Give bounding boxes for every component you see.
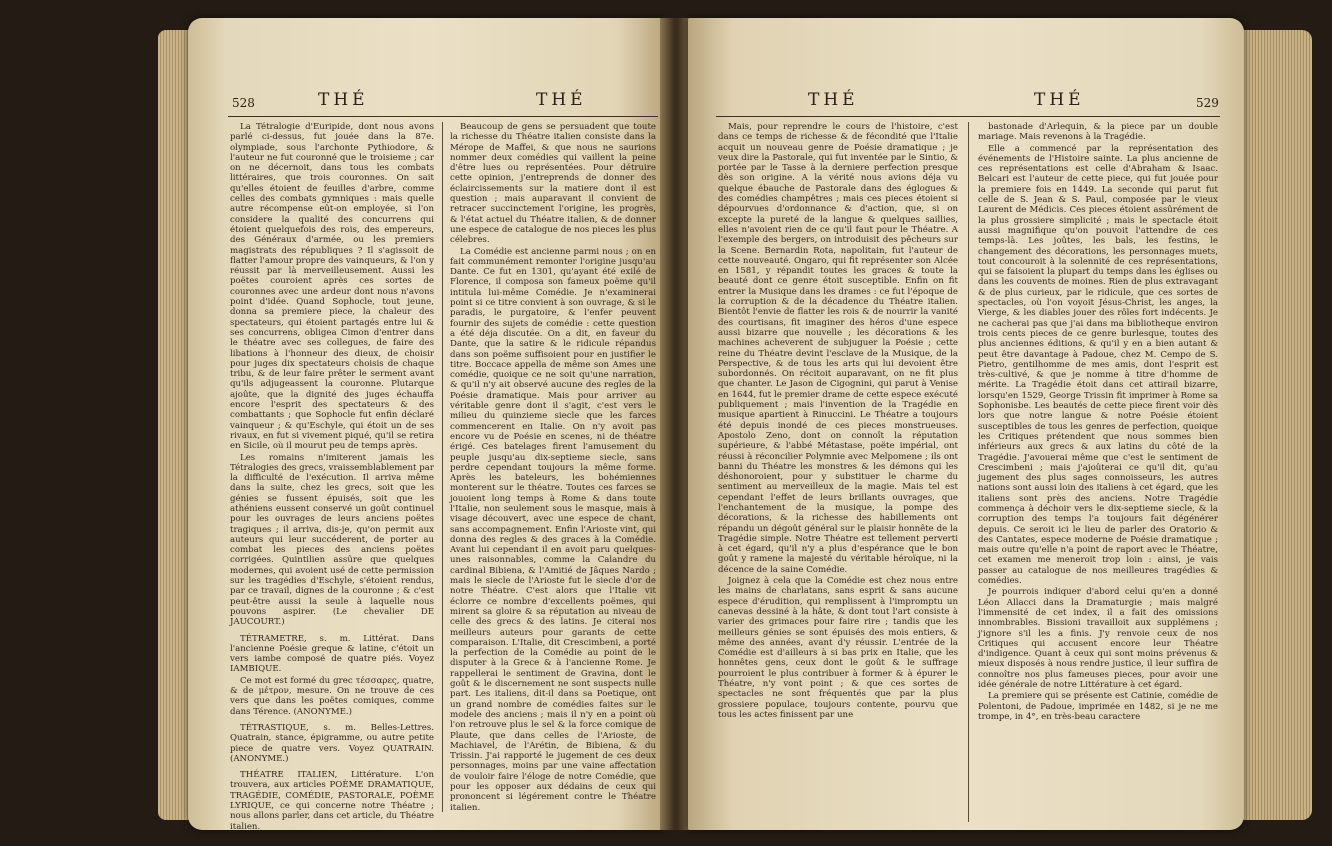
paragraph: La Comédie est ancienne parmi nous ; on en fait communément remonter l'origine jusqu'au Dante. Ce fut en 1301, qu'ayant été exilé de Florence, il composa son fameux poëme qu'il intitula lui-même Comédie. Je n'examinerai point si ce titre convient à son ouvrage, & si le paradis, le purgatoire, & l'enfer peuvent fournir des sujets de comédie : cette question a été déja discutée. On a dit, en faveur du Dante, que la satire & le ridicule répandus dans son poëme suffisoient pour en justifier le titre. Boccace appella de même son Ames une comédie, quoique ce ne soit qu'une narration, & qu'il n'y ait observé aucune des regles de la Poésie dramatique. Mais pour arriver au véritable genre dont il s'agit, c'est vers le milieu du quinzieme siecle que les farces commencerent en Italie. On n'y avoit pas encore vu de Poésie en scenes, ni de théatre érigé. Ces batelages firent l'amusement du peuple jusqu'au dix-septieme siecle, sans perdre cependant toujours la même forme. Après les bateleurs, les bohémiennes monterent sur le théatre. Toutes ces farces se jouoient long temps à Rome & dans toute l'Italie, non seulement sous le masque, mais à visage découvert, avec une espece de chant, sans accompagnement. Enfin l'Arioste vint, qui donna des regles & des graces à la Comédie. Avant lui cependant il en avoit paru quelques-unes raisonnables, comme la Calandre du cardinal Bibiena, & l'Amitié de Jâques Nardo ; mais le siecle de l'Arioste fut le siecle d'or de notre Théatre. C'est alors que l'Italie vit éclorre ce nombre d'excellents poëmes, qui mirent sa gloire & sa réputation au niveau de celle des grecs & des latins. Je citerai nos meilleurs auteurs pour garants de cette comparaison. L'Italie, dit Crescimbeni, a porté la perfection de la Comédie au point de le disputer à la Grece & à l'ancienne Rome. Je rappellerai le sentiment de Gravina, dont le goût & le discernement ne sont suspects nulle part. Les italiens, dit-il dans sa Poetique, ont un grand nombre de comédies faites sur le modele des anciens ; mais il n'y en a point où l'on retrouve plus le sel & la force comique de Plaute, que dans celles de l'Arioste, de Machiavel, de l'Arétin, de Bibiena, & du Trissin. J'ai rapporté le jugement de ces deux personnages, moins par une vaine affectation de vouloir faire l'éloge de notre Comédie, que pour les opposer aux dédains de ceux qui prononcent si légérement contre le Théatre italien. — [450, 246, 656, 813]
entry-theatre-italien: THÉATRE ITALIEN, Littérature. L'on trouvera, aux articles POÈME DRAMATIQUE, TRAGÉDIE, COMÉDIE, PASTORALE, POÈME LYRIQUE, ce qui concerne notre Théatre ; nous allons parler, dans cet article, du Théatre italien. — [230, 770, 434, 832]
running-head: THÉ — [1034, 90, 1085, 110]
text-column-2 — [450, 122, 656, 812]
running-head: THÉ — [318, 90, 369, 110]
book-spread — [8, 10, 1324, 840]
paragraph: Ce mot est formé du grec τέσσαρες, quatre, & de μέτρον, mesure. On ne trouve de ces vers que dans les poëtes comiques, comme dans Térence. (ANONYME.) — [230, 675, 434, 717]
right-page — [688, 18, 1244, 830]
text-column-2 — [978, 122, 1218, 822]
paragraph: bastonade d'Arlequin, & la piece par un double mariage. Mais revenons à la Tragédie. — [978, 122, 1218, 143]
paragraph: Joignez à cela que la Comédie est chez nous entre les mains de charlatans, sans esprit & sans aucune espece d'érudition, qui remplissent à l'impromptu un canevas dessiné à la hâte, & dont tout l'art consiste à varier des grimaces pour faire rire ; tandis que les meilleurs génies se sont épuisés des mois entiers, & même des années, avant d'y réussir. L'entrée de la Comédie est d'ailleurs à si bas prix en Italie, que les honnêtes gens, ceux dont le goût & le suffrage pourroient le plus contribuer à former & à épurer le Théatre, n'y vont point ; & que ces sortes de spectacles ne sont fréquentés que par la plus grossiere populace, toujours contente, pourvu que tous les actes finissent par une — [718, 576, 958, 720]
paragraph: Elle a commencé par la représentation des événements de l'Histoire sainte. La plus ancienne de ces représentations est celle d'Abraham & Isaac. Belcari est l'auteur de cette piece, qui fut jouée pour la premiere fois en 1449. La seconde qui parut fut celle de S. Jean & S. Paul, composée par le vieux Laurent de Médicis. Ces pieces étoient assûrément de la plus grossiere simplicité ; mais le spectacle étoit aussi magnifique qu'on pouvoit l'attendre de ces temps-là. Les joûtes, les bals, les festins, le changement des décorations, les personnages muets, tout concouroit à la solennité de ces représentations, qui se faisoient la plupart du temps dans les églises ou dans les couvents de moines. Rien de plus extravagant & de plus curieux, par le ridicule, que ces sortes de spectacles, où l'on voyoit Jésus-Christ, les anges, la Vierge, & les diables jouer des rôles fort indécents. Je ne cacherai pas que j'ai dans ma bibliotheque environ trois cents pieces de ce genre burlesque, toutes des plus anciennes éditions, & qu'il y en a bien autant & peut être davantage à Padoue, chez M. Cempo de S. Pietro, gentilhomme de mes amis, dont l'esprit est très-cultivé, & que je nomme à titre d'homme de mérite. La Tragédie étoit dans cet attirail bizarre, lorsqu'en 1529, George Trissin fit imprimer à Rome sa Sophonisbe. Les beautés de cette piece firent voir dès lors que notre langue & notre Poésie étoient susceptibles de tous les genres de perfection, quoique les Critiques prétendent que nous sommes bien inférieurs aux grecs & aux latins du côté de la Tragédie. J'avouerai même que c'est le sentiment de Crescimbeni ; mais j'ajoûterai ce qu'il dit, qu'au jugement des plus sages connoisseurs, les autres nations sont aussi loin des italiens à cet égard, que les italiens sont près des anciens. Notre Tragédie commença à déchoir vers le dix-septieme siecle, & la corruption des temps l'a toujours fait dégénérer depuis. Ce seroit ici le lieu de parler des Oratorio & des Cantates, espece moderne de Poésie dramatique ; mais outre qu'elle n'a point de raport avec le Théatre, cet examen me meneroit trop loin : ainsi, je vais passer au catalogue de nos meilleures tragédies & comédies. — [978, 143, 1218, 587]
header-rule — [228, 116, 658, 117]
entry-tetrastique: TÉTRASTIQUE, s. m. Belles-Lettres. Quatrain, stance, épigramme, ou autre petite piece de quatre vers. Voyez QUATRAIN. (ANONYME.) — [230, 722, 434, 764]
column-rule — [968, 122, 969, 822]
page-number: 529 — [1196, 96, 1219, 110]
paragraph: Mais, pour reprendre le cours de l'histoire, c'est dans ce temps de richesse & de fécondité que l'Italie acquit un nouveau genre de Poésie dramatique ; je veux dire la Pastorale, qui fut inventée par le Sintio, & portée par le Tasse à la derniere perfection presque dès son origine. A la vérité nous avions déja vu quelque ébauche de Pastorale dans des églogues & des comédies champêtres ; mais ces pieces étoient si dépourvues d'ordonnance & d'action, que, si on excepte la pureté de la langue & quelques saillies, elles n'avoient rien de ce qu'il faut pour le Théatre. A l'exemple des bergers, on introduisit des pêcheurs sur la Scene. Bernardin Rota, napolitain, fut l'auteur de cette nouveauté. Ongaro, qui fit représenter son Alcée en 1581, y répandit toutes les graces & toute la beauté dont ce genre étoit susceptible. Enfin on fit entrer la Musique dans les drames : ce fut l'époque de la corruption & de la décadence du Théatre italien. Bientôt l'envie de flatter les rois & de nourrir la vanité des courtisans, fit imaginer des héros d'une espece aussi bizarre que nouvelle ; les décorations & les machines acheverent de subjuguer la Poésie ; cette reine du Théatre devint l'esclave de la Musique, de la Perspective, & de tous les arts qui lui devoient être subordonnés. On récitoit auparavant, on ne fit plus que chanter. Le Jason de Cigognini, qui parut à Venise en 1644, fut le premier drame de cette espece exécuté publiquement ; mais l'invention de la Tragédie en musique apartient à Rinuccini. Le Théatre a toujours été depuis inondé de ces pieces monstrueuses. Apostolo Zeno, dont on connoît la réputation supérieure, & l'abbé Métastase, poëte impérial, ont réussi à réconcilier Polymnie avec Melpomene ; ils ont banni du Théatre les monstres & les démons qui les déshonoroient, pour y substituer le charme du sentiment au merveilleux de la magie. Mais tel est cependant l'effet de leurs brillants ouvrages, que l'enchantement de la musique, la pompe des décorations, & la richesse des habillements ont répandu un dégoût général sur le plaisir honnête de la Tragédie simple. Notre Théatre est tellement perverti à cet égard, qu'il n'y a plus d'espérance que le bon goût y ramene la majesté du véritable héroïque, ni la décence de la saine Comédie. — [718, 122, 958, 575]
paragraph: Les romains n'imiterent jamais les Tétralogies des grecs, vraissemblablement par la difficulté de l'exécution. Il arriva même dans la suite, chez les grecs, soit que les génies se fussent épuisés, soit que les athéniens eussent conservé un goût continuel pour les ouvrages de leurs anciens poëtes tragiques ; il arriva, dis-je, qu'on permit aux auteurs qui leur succéderent, de porter au combat les pieces des anciens poëtes corrigées. Quintilien assûre que quelques modernes, qui avoient usé de cette permission sur les tragédies d'Eschyle, s'étoient rendus, par ce travail, dignes de la couronne ; & c'est peut-être aussi la seule à laquelle nous pouvons aspirer. (Le chevalier DE JAUCOURT.) — [230, 452, 434, 628]
page-number: 528 — [232, 96, 255, 110]
running-head: THÉ — [536, 90, 587, 110]
header-rule — [716, 116, 1220, 117]
paragraph: La premiere qui se présente est Catinie, comédie de Polentoni, de Padoue, imprimée en 1482, si je ne me trompe, in 4°, en très-beau caractere — [978, 691, 1218, 722]
page-edges-right — [1238, 30, 1312, 820]
text-column-1 — [230, 122, 434, 832]
running-head: THÉ — [808, 90, 859, 110]
left-page — [188, 18, 664, 830]
paragraph: La Tétralogie d'Euripide, dont nous avons parlé ci-dessus, fut jouée dans la 87e. olympiade, sous l'archonte Pythiodore, & l'auteur ne fut couronné que le troisieme ; car on ne décernoit, dans tous les combats littéraires, que trois couronnes. On sait qu'elles étoient de feuilles d'arbre, comme celles des combats gymniques : mais quelle autre récompense eût-on employée, si l'on considere la qualité des concurrens qui étoient quelquefois des rois, des empereurs, des Généraux d'armée, ou les premiers magistrats des républiques ? Il s'agissoit de flatter l'amour propre des vainqueurs, & l'on y réussit par là merveilleusement. Aussi les poëtes couroient après ces sortes de couronnes avec une ardeur dont nous n'avons point d'idée. Quand Sophocle, tout jeune, donna sa premiere piece, la chaleur des spectateurs, qui étoient partagés entre lui & ses concurrens, obligea Cimon d'entrer dans le théatre avec ses collegues, de faire des libations à l'honneur des dieux, de choisir pour juges dix spectateurs choisis de chaque tribu, & de leur faire prêter le serment avant qu'ils adjugeassent la couronne. Plutarque ajoûte, que la dignité des juges échauffa encore l'esprit des spectateurs & des combattants ; que Sophocle fut enfin déclaré vainqueur ; & qu'Eschyle, qui étoit un de ses rivaux, en fut si vivement piqué, qu'il se retira en Sicile, où il mourut peu de temps après. — [230, 122, 434, 452]
text-column-1 — [718, 122, 958, 822]
paragraph: Beaucoup de gens se persuadent que toute la richesse du Théatre italien consiste dans la Mérope de Maffei, & que nous ne saurions nommer deux comédies qui vaillent la peine d'être lues ou représentées. Pour détruire cette opinion, j'entreprends de donner des éclaircissements sur la matiere dont il est question ; mais auparavant il convient de retracer succinctement l'origine, les progrès, & l'état actuel du Théatre italien, & de donner une espece de catalogue de nos pieces les plus célebres. — [450, 122, 656, 246]
column-rule — [442, 122, 443, 812]
paragraph: Je pourrois indiquer d'abord celui qu'en a donné Léon Allacci dans la Dramaturgie ; mais malgré l'immensité de cet index, il a fait des omissions innombrables. Bissioni travailloit aux supplémens ; j'ignore s'il les a finis. J'y renvoie ceux de nos Critiques qui accusent encore leur Théatre d'indigence. Quant à ceux qui sont moins prévenus & mieux disposés à nous rendre justice, il leur suffira de connoître nos plus fameuses pieces, pour avoir une idée générale de notre Littérature à cet égard. — [978, 587, 1218, 691]
entry-tetrametre: TÉTRAMETRE, s. m. Littérat. Dans l'ancienne Poésie greque & latine, c'étoit un vers iambe composé de quatre piés. Voyez IAMBIQUE. — [230, 633, 434, 675]
